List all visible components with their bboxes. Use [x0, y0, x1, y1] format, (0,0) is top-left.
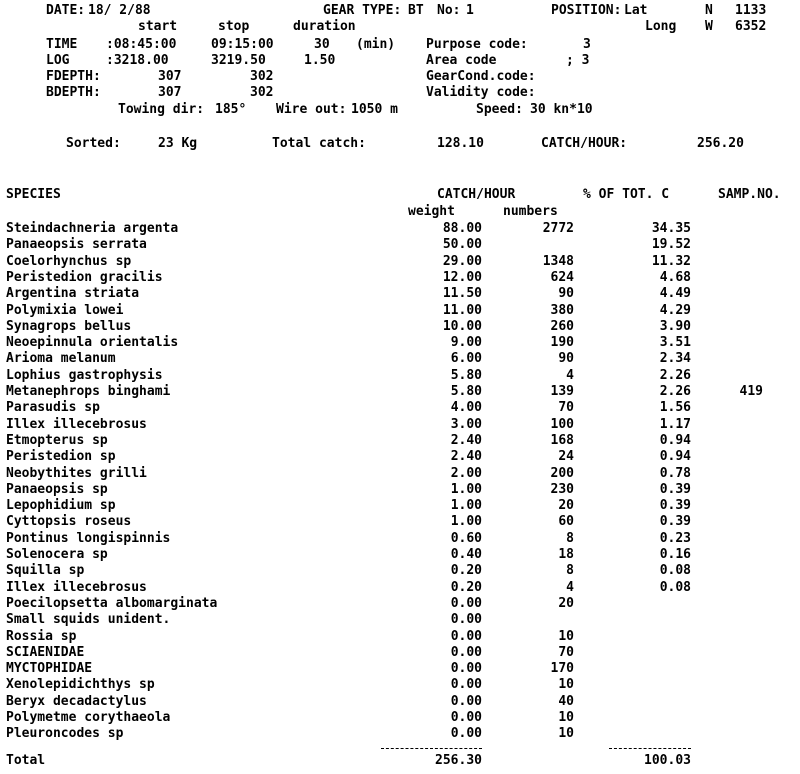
species-name: Panaeopsis sp: [6, 482, 108, 497]
purpose-code-label: Purpose code:: [426, 37, 528, 52]
catch-weight: 4.00: [450, 400, 482, 415]
pct-of-total: 0.08: [659, 580, 691, 595]
catch-numbers: 1348: [542, 254, 574, 269]
catch-weight: 10.00: [442, 319, 482, 334]
bdepth-label: BDEPTH:: [46, 85, 101, 100]
towing-dir-value: 185°: [215, 102, 247, 117]
long-hemisphere: W: [705, 19, 713, 34]
species-name: Lophius gastrophysis: [6, 368, 163, 383]
catch-numbers: 10: [558, 726, 574, 741]
catch-weight: 1.00: [450, 498, 482, 513]
gearcond-code-label: GearCond.code:: [426, 69, 536, 84]
catch-numbers: 4: [566, 368, 574, 383]
catch-weight: 2.40: [450, 433, 482, 448]
col-start-header: start: [138, 19, 178, 34]
numbers-header: numbers: [503, 204, 558, 219]
pct-of-total: 0.16: [659, 547, 691, 562]
catch-weight: 5.80: [450, 384, 482, 399]
time-unit: (min): [356, 37, 396, 52]
log-label: LOG: [46, 53, 70, 68]
catch-numbers: 24: [558, 449, 574, 464]
lat-hemisphere: N: [705, 3, 713, 18]
catch-weight: 0.00: [450, 726, 482, 741]
catch-numbers: 139: [550, 384, 574, 399]
pct-of-total: 0.78: [659, 466, 691, 481]
catch-weight: 0.40: [450, 547, 482, 562]
catch-numbers: 2772: [542, 221, 574, 236]
catch-numbers: 40: [558, 694, 574, 709]
catch-weight: 88.00: [442, 221, 482, 236]
wire-out-value: 1050 m: [351, 102, 398, 117]
catch-weight: 6.00: [450, 351, 482, 366]
species-name: Arioma melanum: [6, 351, 116, 366]
log-stop: 3219.50: [211, 53, 266, 68]
catch-weight: 9.00: [450, 335, 482, 350]
species-name: Lepophidium sp: [6, 498, 116, 513]
date-label: DATE:: [46, 3, 86, 18]
total-catch-value: 128.10: [437, 136, 484, 151]
species-name: Parasudis sp: [6, 400, 100, 415]
speed-value: 30 kn*10: [530, 102, 593, 117]
catch-numbers: 168: [550, 433, 574, 448]
catch-numbers: 90: [558, 286, 574, 301]
catch-weight: 0.00: [450, 661, 482, 676]
species-name: Polymetme corythaeola: [6, 710, 171, 725]
catch-weight: 3.00: [450, 417, 482, 432]
species-name: Neoepinnula orientalis: [6, 335, 179, 350]
fdepth-stop: 302: [250, 69, 274, 84]
bdepth-start: 307: [158, 85, 182, 100]
pct-of-total: 3.90: [659, 319, 691, 334]
species-name: Coelorhynchus sp: [6, 254, 132, 269]
species-name: Illex illecebrosus: [6, 580, 147, 595]
log-start: :3218.00: [106, 53, 169, 68]
total-pct: 100.03: [644, 753, 691, 768]
pct-of-total: 1.56: [659, 400, 691, 415]
catch-weight: 0.60: [450, 531, 482, 546]
catch-weight: 0.00: [450, 710, 482, 725]
time-duration: 30: [314, 37, 330, 52]
total-row-label: Total: [6, 753, 46, 768]
catch-weight: 0.00: [450, 612, 482, 627]
catch-numbers: 90: [558, 351, 574, 366]
area-code-value: ; 3: [566, 53, 590, 68]
weight-total-rule: [381, 748, 482, 749]
species-name: MYCTOPHIDAE: [6, 661, 93, 676]
species-name: Peristedion sp: [6, 449, 116, 464]
lat-value: 1133: [735, 3, 767, 18]
catch-per-hour-value: 256.20: [697, 136, 744, 151]
sorted-value: 23 Kg: [158, 136, 198, 151]
catch-weight: 0.00: [450, 596, 482, 611]
catch-weight: 0.00: [450, 629, 482, 644]
validity-code-label: Validity code:: [426, 85, 536, 100]
fdepth-start: 307: [158, 69, 182, 84]
no-value: 1: [466, 3, 474, 18]
catch-numbers: 260: [550, 319, 574, 334]
long-value: 6352: [735, 19, 767, 34]
catch-numbers: 10: [558, 629, 574, 644]
catch-numbers: 380: [550, 303, 574, 318]
catch-numbers: 70: [558, 645, 574, 660]
species-name: Cyttopsis roseus: [6, 514, 132, 529]
catch-weight: 0.00: [450, 694, 482, 709]
species-name: Synagrops bellus: [6, 319, 132, 334]
species-name: Solenocera sp: [6, 547, 108, 562]
no-label: No:: [437, 3, 461, 18]
pct-of-total: 4.29: [659, 303, 691, 318]
catch-numbers: 10: [558, 677, 574, 692]
time-start: :08:45:00: [106, 37, 177, 52]
speed-label: Speed:: [476, 102, 523, 117]
area-code-label: Area code: [426, 53, 497, 68]
catch-weight: 1.00: [450, 482, 482, 497]
sorted-label: Sorted:: [66, 136, 121, 151]
species-name: Neobythites grilli: [6, 466, 147, 481]
catch-numbers: 200: [550, 466, 574, 481]
catch-weight: 5.80: [450, 368, 482, 383]
catch-weight: 29.00: [442, 254, 482, 269]
species-name: Etmopterus sp: [6, 433, 108, 448]
gear-type-label: GEAR TYPE:: [323, 3, 402, 18]
pct-of-total: 0.08: [659, 563, 691, 578]
date-value: 18/ 2/88: [88, 3, 151, 18]
catch-numbers: 10: [558, 710, 574, 725]
samp-no-header: SAMP.NO.: [718, 187, 781, 202]
pct-of-total: 2.26: [659, 384, 691, 399]
species-name: Pleuroncodes sp: [6, 726, 124, 741]
catch-numbers: 20: [558, 596, 574, 611]
pct-of-total: 0.39: [659, 482, 691, 497]
col-duration-header: duration: [293, 19, 356, 34]
pct-of-total: 0.94: [659, 449, 691, 464]
species-name: Peristedion gracilis: [6, 270, 163, 285]
catch-numbers: 60: [558, 514, 574, 529]
gear-type-value: BT: [408, 3, 424, 18]
catch-weight: 11.00: [442, 303, 482, 318]
log-duration: 1.50: [304, 53, 336, 68]
catch-numbers: 190: [550, 335, 574, 350]
pct-of-total: 4.49: [659, 286, 691, 301]
species-name: Beryx decadactylus: [6, 694, 147, 709]
species-name: Xenolepidichthys sp: [6, 677, 155, 692]
catch-numbers: 170: [550, 661, 574, 676]
catch-per-hour-label: CATCH/HOUR:: [541, 136, 628, 151]
pct-of-total: 11.32: [651, 254, 691, 269]
species-name: Metanephrops binghami: [6, 384, 171, 399]
species-name: Squilla sp: [6, 563, 85, 578]
total-catch-label: Total catch:: [272, 136, 366, 151]
pct-of-total: 19.52: [651, 237, 691, 252]
time-stop: 09:15:00: [211, 37, 274, 52]
catch-numbers: 20: [558, 498, 574, 513]
catch-weight: 50.00: [442, 237, 482, 252]
species-name: SCIAENIDAE: [6, 645, 85, 660]
species-name: Poecilopsetta albomarginata: [6, 596, 218, 611]
pct-of-total: 2.34: [659, 351, 691, 366]
col-stop-header: stop: [218, 19, 250, 34]
catch-weight: 11.50: [442, 286, 482, 301]
pct-of-total: 1.17: [659, 417, 691, 432]
wire-out-label: Wire out:: [276, 102, 347, 117]
catch-weight: 0.00: [450, 645, 482, 660]
catch-hour-header: CATCH/HOUR: [437, 187, 516, 202]
total-weight: 256.30: [435, 753, 482, 768]
catch-weight: 0.00: [450, 677, 482, 692]
pct-of-total: 2.26: [659, 368, 691, 383]
pct-of-total: 0.23: [659, 531, 691, 546]
pct-of-total: 4.68: [659, 270, 691, 285]
pct-of-total: 34.35: [651, 221, 691, 236]
pct-of-total: 0.94: [659, 433, 691, 448]
pct-of-total: 0.39: [659, 514, 691, 529]
catch-numbers: 100: [550, 417, 574, 432]
fdepth-label: FDEPTH:: [46, 69, 101, 84]
species-name: Illex illecebrosus: [6, 417, 147, 432]
catch-weight: 0.20: [450, 580, 482, 595]
lat-label: Lat: [624, 3, 648, 18]
pct-of-total: 0.39: [659, 498, 691, 513]
catch-weight: 12.00: [442, 270, 482, 285]
species-name: Polymixia lowei: [6, 303, 124, 318]
pct-of-total: 3.51: [659, 335, 691, 350]
catch-numbers: 8: [566, 531, 574, 546]
species-name: Steindachneria argenta: [6, 221, 179, 236]
catch-weight: 1.00: [450, 514, 482, 529]
catch-weight: 0.20: [450, 563, 482, 578]
samp-no: 419: [739, 384, 763, 399]
weight-header: weight: [408, 204, 455, 219]
catch-numbers: 70: [558, 400, 574, 415]
catch-numbers: 8: [566, 563, 574, 578]
catch-numbers: 4: [566, 580, 574, 595]
catch-numbers: 230: [550, 482, 574, 497]
time-label: TIME: [46, 37, 78, 52]
catch-weight: 2.40: [450, 449, 482, 464]
species-name: Pontinus longispinnis: [6, 531, 171, 546]
purpose-code-value: 3: [583, 37, 591, 52]
catch-numbers: 18: [558, 547, 574, 562]
towing-dir-label: Towing dir:: [118, 102, 205, 117]
catch-weight: 2.00: [450, 466, 482, 481]
bdepth-stop: 302: [250, 85, 274, 100]
species-header: SPECIES: [6, 187, 61, 202]
catch-numbers: 624: [550, 270, 574, 285]
pct-total-header: % OF TOT. C: [583, 187, 670, 202]
species-name: Argentina striata: [6, 286, 140, 301]
long-label: Long: [645, 19, 677, 34]
species-name: Panaeopsis serrata: [6, 237, 147, 252]
position-label: POSITION:: [551, 3, 622, 18]
pct-total-rule: [609, 748, 691, 749]
species-name: Rossia sp: [6, 629, 77, 644]
species-name: Small squids unident.: [6, 612, 171, 627]
